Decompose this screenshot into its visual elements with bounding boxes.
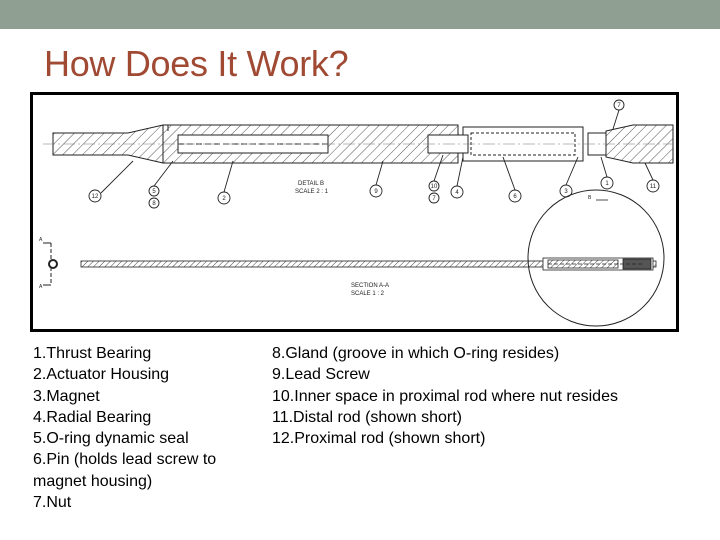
list-item: 10.Inner space in proximal rod where nut resides [272, 387, 618, 405]
section-label [351, 283, 389, 297]
balloon-label: 12 [91, 194, 99, 200]
balloon-label: 7 [617, 103, 621, 109]
parts-list-right [272, 343, 692, 449]
drawing-svg [33, 95, 676, 329]
list-item: 6.Pin (holds lead screw to magnet housing) [33, 451, 217, 490]
list-item: 5.O-ring dynamic seal [33, 430, 189, 448]
section-a-a-view [81, 258, 656, 270]
balloon-label: 9 [374, 189, 378, 195]
detail-label [295, 181, 329, 195]
balloon-label: 4 [455, 190, 459, 196]
section-marker-bottom: A [39, 284, 43, 290]
balloon-label: 11 [649, 184, 657, 190]
balloon-label: 5 [152, 189, 156, 195]
slide-title: How Does It Work? [44, 43, 349, 84]
section-a-a-scale: SCALE 1 : 2 [351, 291, 385, 297]
balloon-label: 2 [222, 196, 226, 202]
list-item: 3.Magnet [33, 387, 100, 405]
list-item: 2.Actuator Housing [33, 366, 170, 384]
section-marker-text [39, 237, 43, 290]
list-item: 1.Thrust Bearing [33, 345, 152, 362]
list-item: 4.Radial Bearing [33, 408, 152, 426]
balloon-label: 1 [605, 181, 609, 187]
balloon-label: 6 [513, 194, 517, 200]
section-a-a-label: SECTION A-A [351, 283, 390, 289]
balloon-label: 8 [152, 201, 156, 207]
section-marker-top: A [39, 237, 43, 243]
detail-b-label: DETAIL B [298, 181, 325, 187]
balloon-label: 3 [564, 189, 568, 195]
balloon-label: 10 [430, 184, 438, 190]
list-item: 12.Proximal rod (shown short) [272, 430, 486, 448]
detail-marker [588, 195, 592, 201]
top-accent-bar [0, 0, 720, 29]
list-item: 8.Gland (groove in which O-ring resides) [272, 345, 560, 362]
assembly-top-view [43, 125, 673, 163]
detail-b-scale: SCALE 2 : 1 [295, 189, 329, 195]
list-item: 11.Distal rod (shown short) [272, 408, 462, 426]
parts-list-left [33, 343, 258, 513]
engineering-drawing [30, 92, 679, 332]
list-item: 9.Lead Screw [272, 366, 370, 384]
detail-marker-label: B [588, 195, 592, 201]
section-marker [43, 243, 57, 285]
list-item: 7.Nut [33, 494, 72, 512]
balloon-label: 7 [432, 196, 436, 202]
